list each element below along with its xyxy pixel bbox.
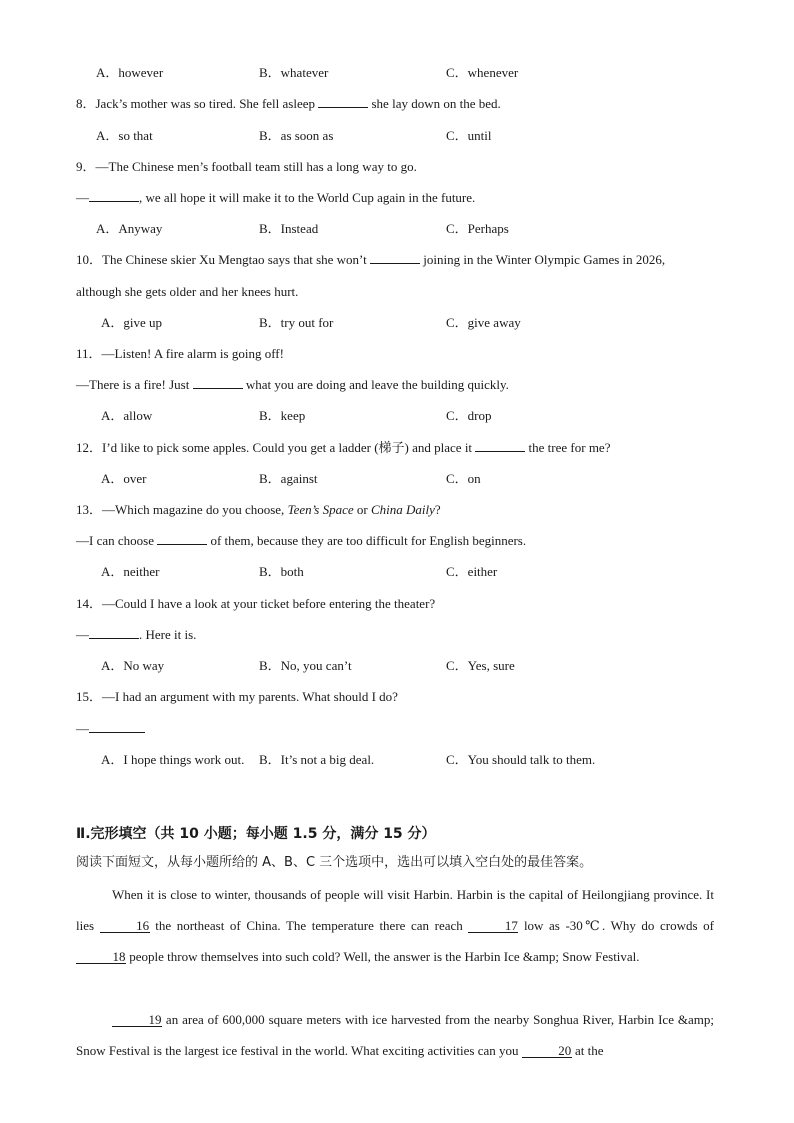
q14-line-1: 14．—Could I have a look at your ticket before entering the theater? <box>76 596 436 611</box>
q13-option-a: A．neither <box>101 564 160 579</box>
q13-line-1: 13．—Which magazine do you choose, Teen’s Space or China Daily? <box>76 502 441 517</box>
q9-option-c: C．Perhaps <box>446 221 509 236</box>
q11-option-b: B．keep <box>259 408 306 423</box>
cloze-blank-16: 16 <box>100 919 150 933</box>
q9-blank <box>89 201 139 202</box>
q12-option-b: B．against <box>259 471 318 486</box>
q15-option-c: C．You should talk to them. <box>446 752 596 767</box>
q9-option-b: B．Instead <box>259 221 319 236</box>
q14-option-a: A．No way <box>101 658 165 673</box>
q15-line-2: — <box>76 721 145 737</box>
section-2-instruction: 阅读下面短文，从每小题所给的 A、B、C 三个选项中，选出可以填入空白处的最佳答案。 <box>76 855 593 870</box>
q10-option-a: A．give up <box>101 315 163 330</box>
q8-option-a: A．so that <box>96 128 153 143</box>
q9-option-a: A．Anyway <box>96 221 163 236</box>
q15-line-1: 15．—I had an argument with my parents. What should I do? <box>76 689 398 704</box>
q10-blank <box>370 263 420 264</box>
q11-blank <box>193 388 243 389</box>
q13-line-2: —I can choose of them, because they are too difficult for English beginners. <box>76 533 527 548</box>
q8-stem: 8．Jack’s mother was so tired. She fell asleep she lay down on the bed. <box>76 96 501 111</box>
section-2-title: Ⅱ.完形填空（共 10 小题；每小题 1.5 分，满分 15 分） <box>76 826 436 842</box>
q7-option-a: A．however <box>96 65 164 80</box>
q13-blank <box>157 544 207 545</box>
q9-line-1: 9．—The Chinese men’s football team still has a long way to go. <box>76 159 417 174</box>
q14-line-2: — . Here it is. <box>76 627 197 642</box>
q14-blank <box>89 638 139 639</box>
q10-option-b: B．try out for <box>259 315 334 330</box>
q15-option-a: A．I hope things work out. <box>101 752 245 767</box>
q12-stem: 12．I’d like to pick some apples. Could you get a ladder (梯子) and place it the tree for me? <box>76 440 611 455</box>
q12-blank <box>475 451 525 452</box>
passage-paragraph-2: 19 an area of 600,000 square meters with ice harvested from the nearby Songhua River, Harbin Ice &amp; Snow Festival is the largest ice festival in the world. What exciting activities can you 20 at the <box>76 1012 714 1058</box>
q11-option-a: A．allow <box>101 408 153 423</box>
q14-option-c: C．Yes, sure <box>446 658 515 673</box>
q14-option-b: B．No, you can’t <box>259 658 352 673</box>
q11-option-c: C．drop <box>446 408 492 423</box>
q10-option-c: C．give away <box>446 315 521 330</box>
passage-paragraph-1: When it is close to winter, thousands of people will visit Harbin. Harbin is the capital of Heilongjiang province. It lies 16 the northeast of China. The temperature there can reach 17 low as -30℃. Why do crowds of 18 people throw themselves into such cold? Well, the answer is the Harbin Ice &amp; Snow Festival. <box>76 887 714 964</box>
cloze-blank-17: 17 <box>468 919 518 933</box>
q15-blank <box>89 732 145 733</box>
q13-option-b: B．both <box>259 564 304 579</box>
q8-blank <box>318 107 368 108</box>
cloze-blank-18: 18 <box>76 950 126 964</box>
q11-line-1: 11．—Listen! A fire alarm is going off! <box>76 346 284 361</box>
magazine-title-2: China Daily <box>371 502 435 517</box>
q12-option-c: C．on <box>446 471 481 486</box>
q7-option-b: B．whatever <box>259 65 329 80</box>
q13-option-c: C．either <box>446 564 498 579</box>
q8-option-c: C．until <box>446 128 492 143</box>
q12-option-a: A．over <box>101 471 147 486</box>
q9-line-2: — , we all hope it will make it to the World Cup again in the future. <box>76 190 476 205</box>
q7-option-c: C．whenever <box>446 65 519 80</box>
magazine-title-1: Teen’s Space <box>287 502 354 517</box>
q11-line-2: —There is a fire! Just what you are doing and leave the building quickly. <box>76 377 509 392</box>
q8-option-b: B．as soon as <box>259 128 334 143</box>
q10-line-2: although she gets older and her knees hurt. <box>76 284 299 299</box>
q15-option-b: B．It’s not a big deal. <box>259 752 375 767</box>
cloze-blank-19: 19 <box>112 1013 162 1027</box>
q10-line-1: 10．The Chinese skier Xu Mengtao says that she won’t joining in the Winter Olympic Games in 2026, <box>76 252 666 267</box>
cloze-blank-20: 20 <box>522 1044 572 1058</box>
